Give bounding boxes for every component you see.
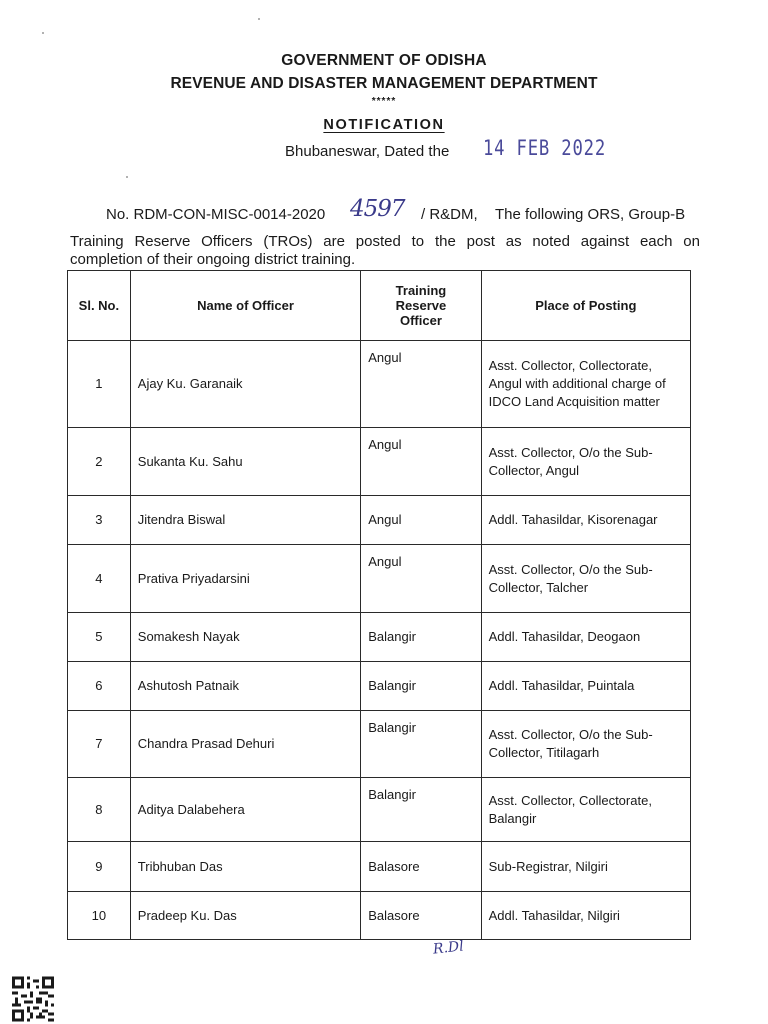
cell-tro: Angul <box>361 545 481 613</box>
cell-place: Asst. Collector, O/o the Sub-Collector, Titilagarh <box>481 711 690 778</box>
cell-place: Addl. Tahasildar, Kisorenagar <box>481 496 690 545</box>
table-row <box>68 613 691 662</box>
table-row <box>68 892 691 940</box>
cell-name: Pradeep Ku. Das <box>130 892 360 940</box>
cell-place: Addl. Tahasildar, Deogaon <box>481 613 690 662</box>
cell-name: Tribhuban Das <box>130 842 360 892</box>
table-row <box>68 545 691 613</box>
table-row <box>68 428 691 496</box>
cell-tro: Angul <box>361 428 481 496</box>
cell-tro: Angul <box>361 341 481 428</box>
cell-tro: Balasore <box>361 892 481 940</box>
cell-sl: 4 <box>68 545 131 613</box>
table-header-row <box>68 271 691 341</box>
scan-speck <box>126 176 128 178</box>
cell-tro: Balangir <box>361 778 481 842</box>
table-row <box>68 496 691 545</box>
body-line-2: completion of their ongoing district training. <box>70 251 356 268</box>
cell-tro: Balangir <box>361 662 481 711</box>
table-row <box>68 842 691 892</box>
col-header-sl-no: Sl. No. <box>68 271 131 341</box>
date-stamp: 14 FEB 2022 <box>483 136 607 160</box>
table-row <box>68 778 691 842</box>
header-department: REVENUE AND DISASTER MANAGEMENT DEPARTMENT <box>170 75 598 92</box>
col-header-tro: Training Reserve Officer <box>361 271 481 341</box>
qr-code-icon <box>12 976 54 1022</box>
cell-sl: 8 <box>68 778 131 842</box>
cell-sl: 7 <box>68 711 131 778</box>
scan-speck <box>258 18 260 20</box>
cell-name: Aditya Dalabehera <box>130 778 360 842</box>
cell-place: Addl. Tahasildar, Nilgiri <box>481 892 690 940</box>
reference-suffix: / R&DM, <box>421 206 478 223</box>
header-government: GOVERNMENT OF ODISHA <box>281 52 487 69</box>
cell-tro: Angul <box>361 496 481 545</box>
handwritten-initials: R.Dl <box>432 938 465 958</box>
cell-sl: 9 <box>68 842 131 892</box>
cell-name: Sukanta Ku. Sahu <box>130 428 360 496</box>
cell-place: Asst. Collector, O/o the Sub-Collector, Talcher <box>481 545 690 613</box>
dated-label: Bhubaneswar, Dated the <box>285 143 450 160</box>
cell-name: Somakesh Nayak <box>130 613 360 662</box>
body-line-1: Training Reserve Officers (TROs) are posted to the post as noted against each on <box>70 233 700 250</box>
cell-tro: Balasore <box>361 842 481 892</box>
cell-tro: Balangir <box>361 613 481 662</box>
cell-place: Sub-Registrar, Nilgiri <box>481 842 690 892</box>
col-header-name: Name of Officer <box>130 271 360 341</box>
cell-name: Jitendra Biswal <box>130 496 360 545</box>
cell-tro: Balangir <box>361 711 481 778</box>
reference-number: No. RDM-CON-MISC-0014-2020 <box>106 206 326 223</box>
col-header-place: Place of Posting <box>481 271 690 341</box>
cell-place: Asst. Collector, Collectorate, Balangir <box>481 778 690 842</box>
posting-table <box>67 270 691 940</box>
cell-place: Asst. Collector, Collectorate, Angul with additional charge of IDCO Land Acquisition matter <box>481 341 690 428</box>
cell-sl: 6 <box>68 662 131 711</box>
cell-name: Ashutosh Patnaik <box>130 662 360 711</box>
reference-intro: The following ORS, Group-B <box>495 206 686 223</box>
table-row <box>68 711 691 778</box>
cell-sl: 3 <box>68 496 131 545</box>
notification-title: NOTIFICATION <box>323 117 445 133</box>
cell-sl: 10 <box>68 892 131 940</box>
scan-speck <box>42 32 44 34</box>
cell-place: Asst. Collector, O/o the Sub-Collector, Angul <box>481 428 690 496</box>
cell-sl: 1 <box>68 341 131 428</box>
table-row <box>68 662 691 711</box>
cell-name: Chandra Prasad Dehuri <box>130 711 360 778</box>
cell-name: Ajay Ku. Garanaik <box>130 341 360 428</box>
handwritten-number: 4597 <box>350 196 405 222</box>
table-row <box>68 341 691 428</box>
cell-sl: 2 <box>68 428 131 496</box>
cell-sl: 5 <box>68 613 131 662</box>
header-stars: ***** <box>371 96 397 107</box>
cell-place: Addl. Tahasildar, Puintala <box>481 662 690 711</box>
cell-name: Prativa Priyadarsini <box>130 545 360 613</box>
